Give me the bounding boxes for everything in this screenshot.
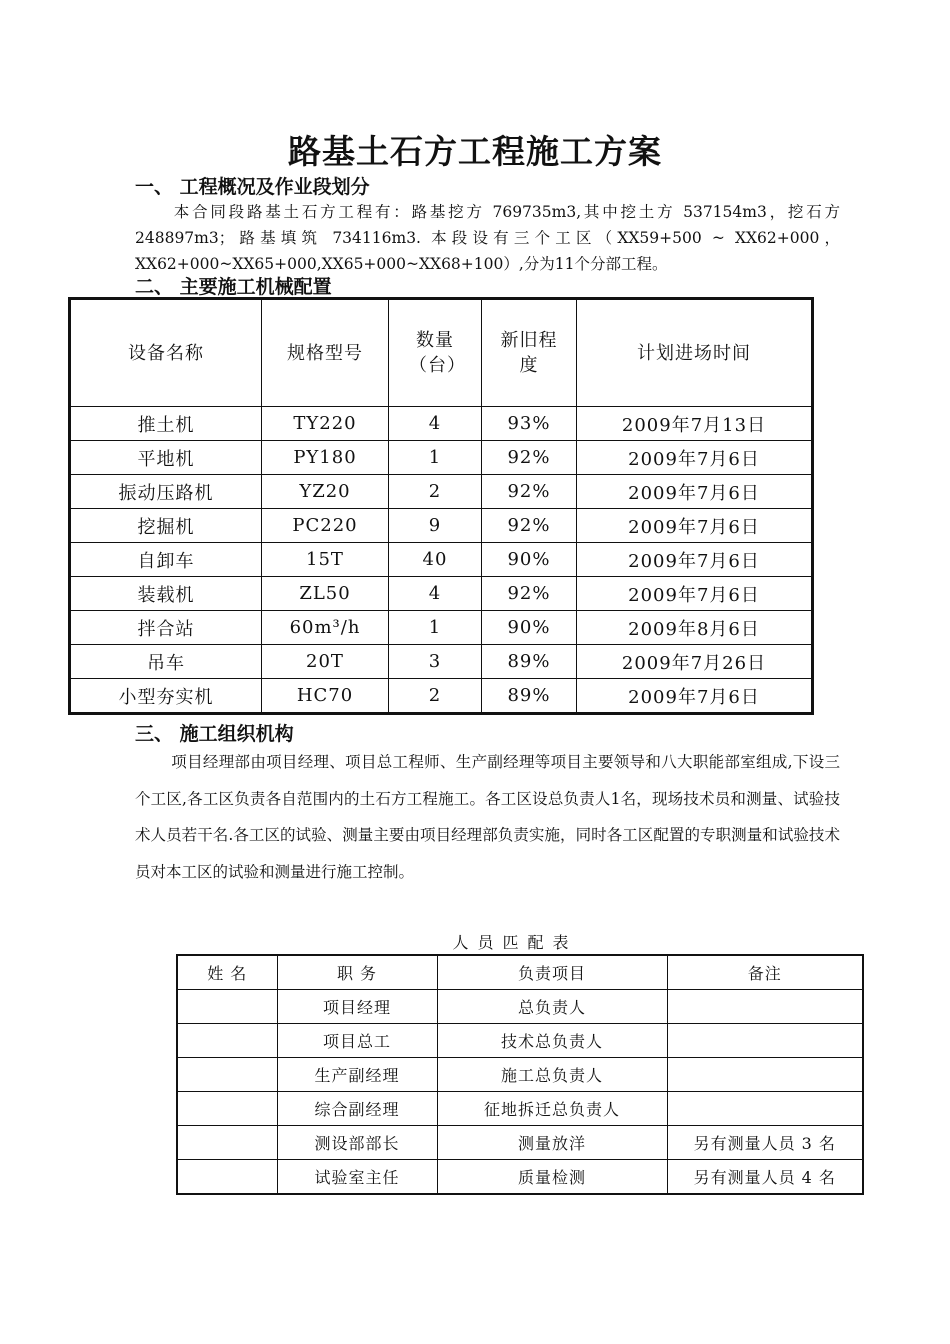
header-position: 职 务	[277, 955, 437, 990]
staff-header-row	[177, 955, 863, 990]
header-quantity: 数量（台）	[389, 299, 482, 407]
header-condition: 新旧程度	[482, 299, 577, 407]
section2-heading: 二、 主要施工机械配置	[135, 276, 332, 298]
table-row: 试验室主任 质量检测 另有测量人员 4 名	[177, 1160, 863, 1195]
table-row: 生产副经理 施工总负责人	[177, 1058, 863, 1092]
header-remarks: 备注	[667, 955, 863, 990]
header-responsibility: 负责项目	[437, 955, 667, 990]
staff-table-caption: 人员匹配表	[452, 933, 578, 952]
table-row: 挖掘机 PC220 9 92% 2009年7月6日	[70, 509, 813, 543]
table-row: 项目总工 技术总负责人	[177, 1024, 863, 1058]
section1-paragraph	[135, 199, 840, 277]
table-row: 综合副经理 征地拆迁总负责人	[177, 1092, 863, 1126]
equipment-table	[68, 297, 814, 715]
equipment-header-row	[70, 299, 813, 407]
table-row: 吊车 20T 3 89% 2009年7月26日	[70, 645, 813, 679]
header-entry-date: 计划进场时间	[577, 299, 813, 407]
table-row: 测设部部长 测量放洋 另有测量人员 3 名	[177, 1126, 863, 1160]
header-name: 姓 名	[177, 955, 277, 990]
section3-heading: 三、 施工组织机构	[135, 723, 294, 745]
table-row: 拌合站 60m³/h 1 90% 2009年8月6日	[70, 611, 813, 645]
section3-paragraph	[135, 744, 840, 890]
table-row: 小型夯实机 HC70 2 89% 2009年7月6日	[70, 679, 813, 714]
table-row: 推土机 TY220 4 93% 2009年7月13日	[70, 407, 813, 441]
table-row: 装载机 ZL50 4 92% 2009年7月6日	[70, 577, 813, 611]
section1-heading: 一、 工程概况及作业段划分	[135, 176, 370, 198]
section3-text: 项目经理部由项目经理、项目总工程师、生产副经理等项目主要领导和八大职能部室组成,下设三个工区,各工区负责各自范围内的土石方工程施工。各工区设总负责人1名，现场技术员和测量、试验技术人员若干名.各工区的试验、测量主要由项目经理部负责实施，同时各工区配置的专职测量和试验技术员对本工区的试验和测量进行施工控制。	[135, 753, 840, 881]
header-model: 规格型号	[262, 299, 389, 407]
table-row: 自卸车 15T 40 90% 2009年7月6日	[70, 543, 813, 577]
table-row: 平地机 PY180 1 92% 2009年7月6日	[70, 441, 813, 475]
table-row: 项目经理 总负责人	[177, 990, 863, 1024]
section1-text: 本合同段路基土石方工程有：路基挖方 769735m3,其中挖土方 537154m3，挖石方 248897m3；路基填筑 734116m3. 本段设有三个工区（XX59+500 ~ XX62+000，XX62+000~XX65+000,XX65+000~XX68+100）,分为11个分部工程。	[135, 203, 840, 273]
table-row: 振动压路机 YZ20 2 92% 2009年7月6日	[70, 475, 813, 509]
staff-table	[176, 954, 864, 1195]
document-title: 路基土石方工程施工方案	[288, 132, 662, 171]
header-equipment-name: 设备名称	[70, 299, 262, 407]
